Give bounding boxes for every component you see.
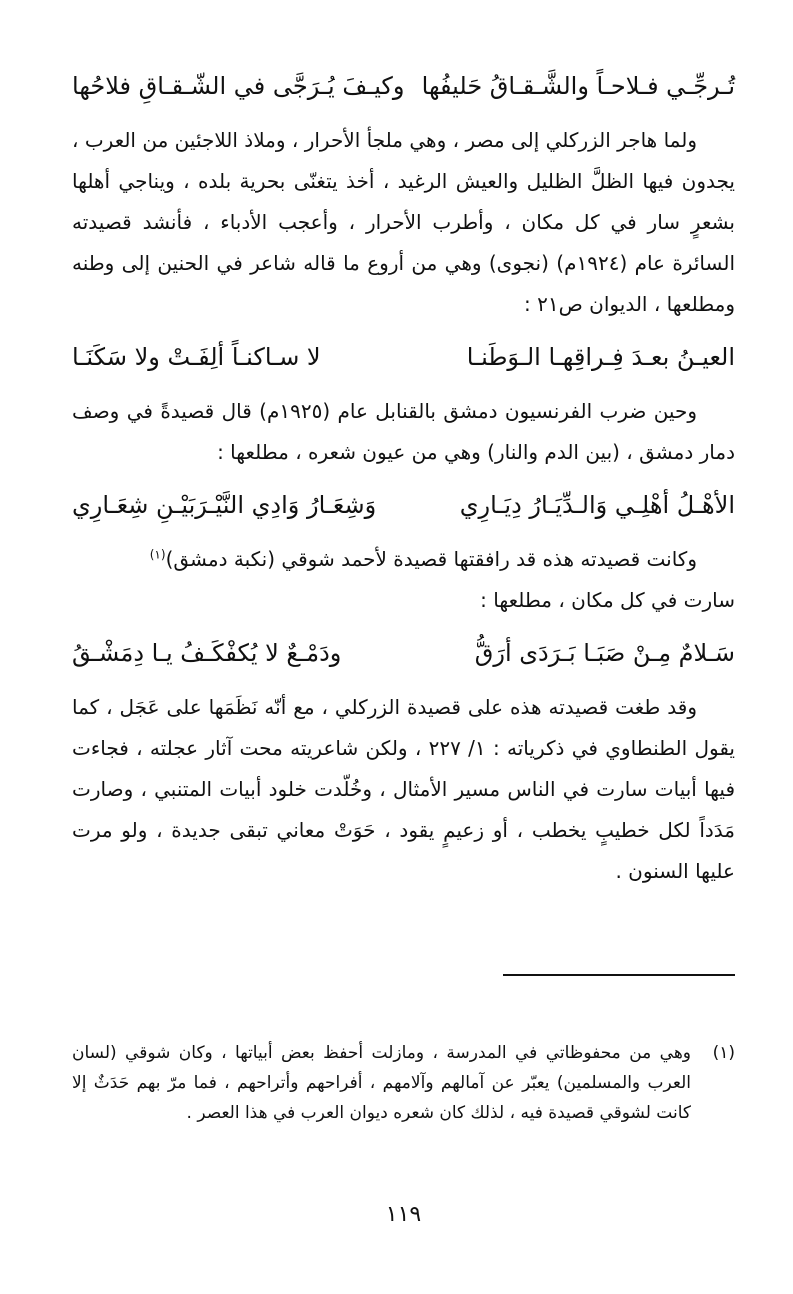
footnote-reference: (١) bbox=[149, 547, 166, 562]
footnote-separator bbox=[503, 974, 735, 976]
book-page bbox=[72, 60, 735, 1294]
body-paragraph: ولما هاجر الزركلي إلى مصر ، وهي ملجأ الأحرار ، وملاذ اللاجئين من العرب ، يجدون فيها الظلَّ الظليل والعيش الرغيد ، أخذ يتغنّى بحرية بلده ، ويناجي أهلها بشعرٍ سار في كل مكان ، وأطرب الأحرار ، وأعجب الأدباء ، فأنشد قصيدته السائرة عام (١٩٢٤م) (نجوى) وهي من أروع ما قاله شاعر في الحنين إلى وطنه ومطلعها ، الديوان ص٢١ : bbox=[72, 128, 735, 316]
poetry-verse bbox=[72, 483, 735, 527]
verse-first-hemistich: العيـنُ بعـدَ فِـراقِهـا الـوَطَنـا bbox=[466, 343, 735, 371]
poetry-verse bbox=[72, 335, 735, 379]
verse-first-hemistich: تُـرجِّـي فـلاحـاً والشَّـقـاقُ حَليفُها bbox=[421, 72, 735, 100]
verse-first-hemistich: الأهْـلُ أهْلِـي وَالـدِّيَـارُ دِيَـارِي bbox=[459, 491, 735, 519]
body-paragraph: وقد طغت قصيدته هذه على قصيدة الزركلي ، مع أنّه نَظَمَها على عَجَل ، كما يقول الطنطاوي في ذكرياته : ١/ ٢٢٧ ، ولكن شاعريته محت آثار عجلته ، فجاءت فيها أبيات سارت في الناس مسير الأمثال ، وخُلّدت خلود أبيات المتنبي ، وصارت مَدَداً لكل خطيبٍ يخطب ، أو زعيمٍ يقود ، حَوَتْ معاني تبقى جديدة ، ولو مرت عليها السنون . bbox=[72, 695, 736, 883]
verse-second-hemistich: وَشِعَـارُ وَادِي النَّيْـرَبَيْـنِ شِعَـارِي bbox=[72, 491, 377, 519]
verse-second-hemistich: ودَمْـعٌ لا يُكفْكَـفُ يـا دِمَشْـقُ bbox=[72, 639, 342, 667]
body-paragraph: وحين ضرب الفرنسيون دمشق بالقنابل عام (١٩٢٥م) قال قصيدةً في وصف دمار دمشق ، (بين الدم والنار) وهي من عيون شعره ، مطلعها : bbox=[72, 399, 735, 464]
verse-second-hemistich: وكيـفَ يُـرَجَّى في الشّـقـاقِ فلاحُها bbox=[72, 72, 405, 100]
verse-second-hemistich: لا سـاكنـاً ألِفَـتْ ولا سَكَنَـا bbox=[72, 343, 321, 371]
page-number: ١١٩ bbox=[385, 1202, 422, 1227]
body-paragraph bbox=[72, 539, 735, 621]
footnote bbox=[72, 1038, 735, 1128]
poetry-verse bbox=[72, 64, 735, 108]
paragraph-text: وكانت قصيدته هذه قد رافقتها قصيدة لأحمد شوقي (نكبة دمشق) bbox=[165, 547, 697, 571]
paragraph-text-continued: سارت في كل مكان ، مطلعها : bbox=[480, 588, 735, 612]
footnote-number: (١) bbox=[712, 1043, 735, 1063]
footnote-text: وهي من محفوظاتي في المدرسة ، ومازلت أحفظ بعض أبياتها ، وكان شوقي (لسان العرب والمسلمين) يعبّر عن آمالهم وآلامهم ، أفراحهم وأتراحهم ، فما مرّ بهم حَدَثٌ إلا كانت لشوقي قصيدة فيه ، لذلك كان شعره ديوان العرب في هذا العصر . bbox=[72, 1043, 691, 1123]
poetry-verse bbox=[72, 631, 735, 675]
verse-first-hemistich: سَـلامٌ مِـنْ صَبَـا بَـرَدَى أرَقُّ bbox=[474, 639, 735, 667]
